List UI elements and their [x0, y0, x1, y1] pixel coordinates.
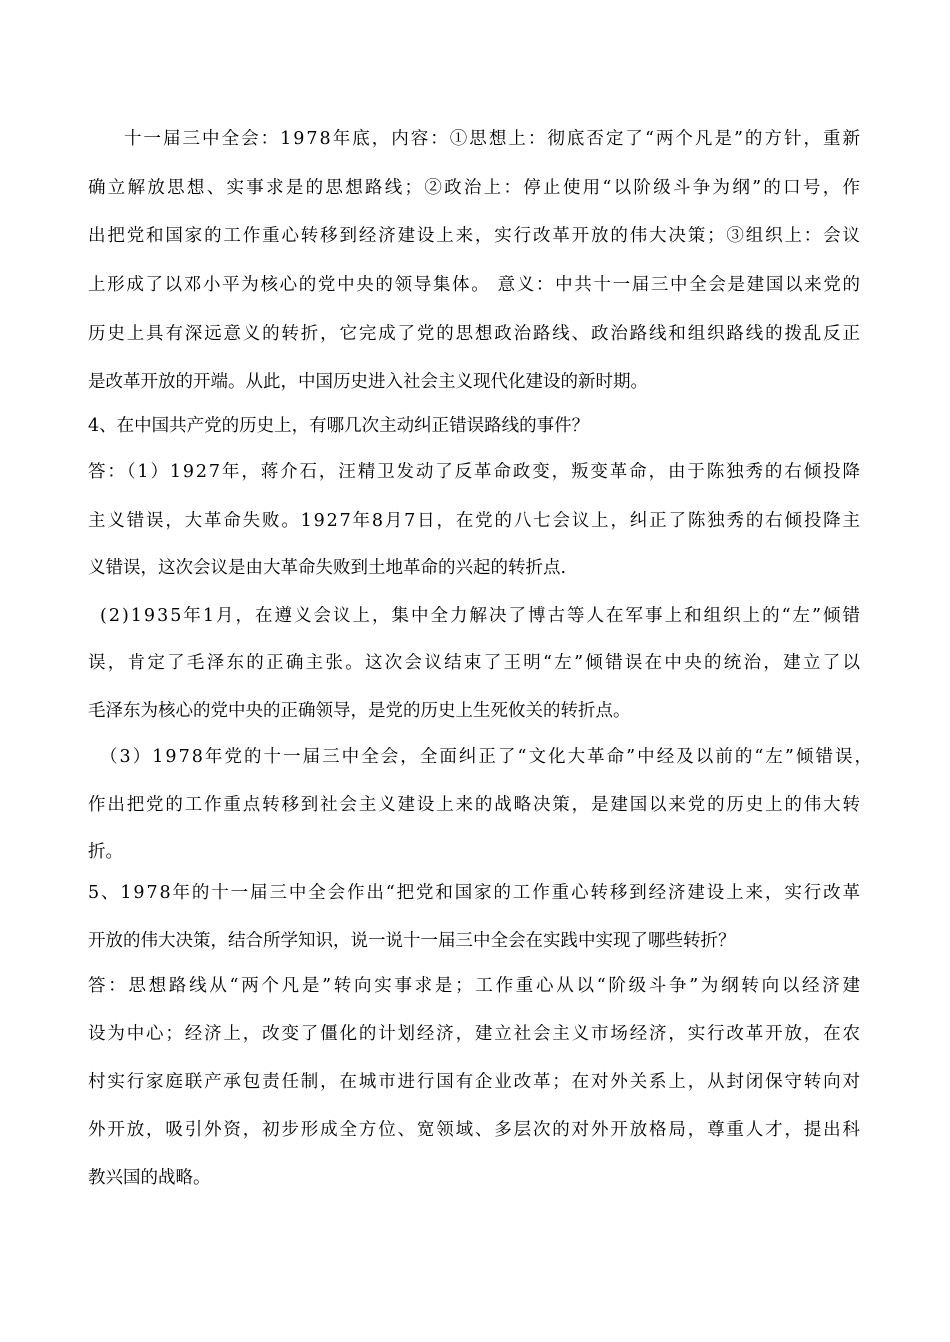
paragraph-line: 确立解放思想、实事求是的思想路线；②政治上：停止使用“以阶级斗争为纲”的口号，作	[88, 178, 863, 198]
paragraph-line: 答：（1）1927年，蒋介石，汪精卫发动了反革命政变，叛变革命，由于陈独秀的右倾投降	[88, 462, 862, 482]
paragraph-line: 毛泽东为核心的党中央的正确领导，是党的历史上生死攸关的转折点。	[88, 701, 631, 721]
paragraph-line: （3）1978年党的十一届三中全会，全面纠正了“文化大革命”中经及以前的“左”倾错误，	[100, 747, 875, 767]
paragraph-line: 义错误，这次会议是由大革命失败到土地革命的兴起的转折点.	[88, 558, 567, 578]
paragraph-line: 主义错误，大革命失败。1927年8月7日，在党的八七会议上，纠正了陈独秀的右倾投降主	[88, 511, 862, 531]
paragraph-line: 作出把党的工作重点转移到社会主义建设上来的战略决策，是建国以来党的历史上的伟大转	[88, 795, 862, 815]
paragraph-line: 误，肯定了毛泽东的正确主张。这次会议结束了王明“左”倾错误在中央的统治，建立了以	[88, 653, 863, 673]
paragraph-line: 折。	[88, 842, 123, 862]
paragraph-line: 出把党和国家的工作重心转移到经济建设上来，实行改革开放的伟大决策；③组织上：会议	[88, 226, 862, 246]
question-heading: 开放的伟大决策，结合所学知识，说一说十一届三中全会在实践中实现了哪些转折？	[88, 931, 736, 951]
paragraph-line: 教兴国的战略。	[88, 1168, 211, 1188]
paragraph-line: 外开放，吸引外资，初步形成全方位、宽领域、多层次的对外开放格局，尊重人才，提出科	[88, 1120, 862, 1140]
paragraph-line: 设为中心；经济上，改变了僵化的计划经济，建立社会主义市场经济，实行改革开放，在农	[88, 1024, 862, 1044]
paragraph-line: (2)1935年1月，在遵义会议上，集中全力解决了博古等人在军事上和组织上的“左”倾错	[100, 606, 862, 626]
paragraph-line: 上形成了以邓小平为核心的党中央的领导集体。 意义：中共十一届三中全会是建国以来党的	[88, 275, 862, 295]
paragraph-line: 村实行家庭联产承包责任制，在城市进行国有企业改革；在对外关系上，从封闭保守转向对	[88, 1072, 862, 1092]
paragraph-line: 是改革开放的开端。从此，中国历史进入社会主义现代化建设的新时期。	[88, 372, 648, 392]
paragraph-line: 历史上具有深远意义的转折，它完成了党的思想政治路线、政治路线和组织路线的拨乱反正	[88, 324, 862, 344]
question-heading: 4、在中国共产党的历史上，有哪几次主动纠正错误路线的事件？	[88, 416, 590, 436]
question-heading: 5、1978年的十一届三中全会作出“把党和国家的工作重心转移到经济建设上来，实行改革	[88, 883, 862, 903]
paragraph-line: 答：思想路线从“两个凡是”转向实事求是；工作重心从以“阶级斗争”为纲转向以经济建	[88, 976, 863, 996]
paragraph-line: 十一届三中全会：1978年底，内容：①思想上：彻底否定了“两个凡是”的方针，重新	[124, 129, 863, 149]
